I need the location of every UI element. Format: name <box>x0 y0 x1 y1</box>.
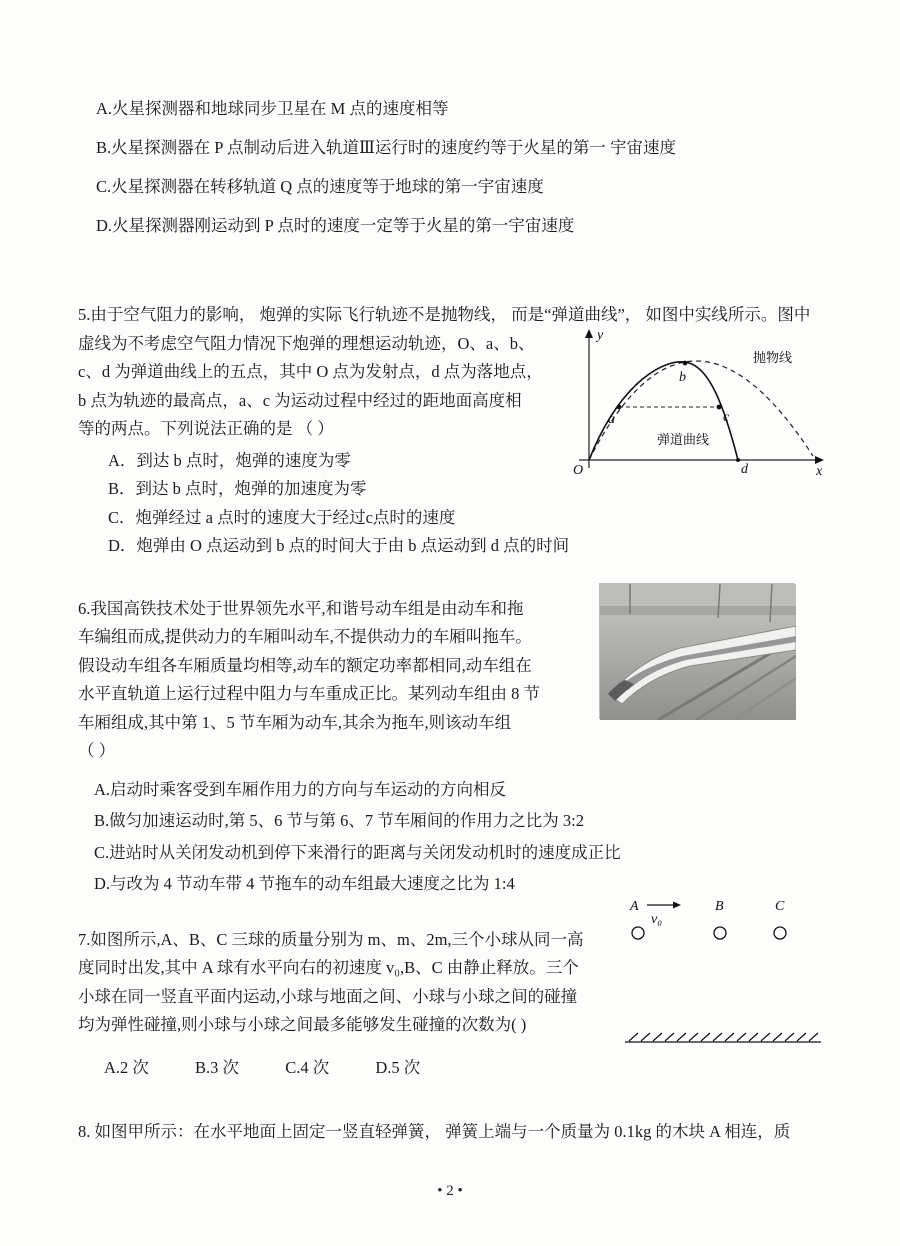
x-axis-arrow <box>815 456 824 464</box>
origin-label: O <box>573 462 584 477</box>
y-axis-arrow <box>585 329 593 338</box>
point-d-label: d <box>741 461 748 477</box>
q4-option-a: A.火星探测器和地球同步卫星在 M 点的速度相等 <box>96 99 449 118</box>
ball-a <box>632 927 644 939</box>
q4-option-b: B.火星探测器在 P 点制动后进入轨道Ⅲ运行时的速度约等于火星的第一 宇宙速度 <box>96 138 676 157</box>
q6-paren: （ ） <box>78 741 116 760</box>
q6-option-a: A.启动时乘客受到车厢作用力的方向与车运动的方向相反 <box>94 779 507 799</box>
q4-option-d: D.火星探测器刚运动到 P 点时的速度一定等于火星的第一宇宙速度 <box>96 216 575 235</box>
y-axis-label: y <box>597 327 604 343</box>
q5-option-c: C．炮弹经过 a 点时的速度大于经过c点时的速度 <box>108 507 456 527</box>
q6-stem-line-4: 水平直轨道上运行过程中阻力与车重成正比。某列动车组由 8 节 <box>78 684 540 703</box>
q6-option-c: C.进站时从关闭发动机到停下来滑行的距离与关闭发动机时的速度成正比 <box>94 842 621 862</box>
point-a-label: a <box>608 411 615 427</box>
q5-stem-line-1: 5.由于空气阻力的影响， 炮弹的实际飞行轨迹不是抛物线， 而是“弹道曲线”， 如图中实线所示。图中 <box>78 305 811 324</box>
q7-stem-line-2: 度同时出发,其中 A 球有水平向右的初速度 v₀,B、C 由静止释放。三个 <box>78 958 579 977</box>
page-number: • 2 • <box>437 1183 463 1199</box>
q6-stem-line-5: 车厢组成,其中第 1、5 节车厢为动车,其余为拖车,则该动车组 <box>78 712 512 732</box>
point-b-label: b <box>679 369 686 385</box>
q7-options <box>104 1056 835 1080</box>
q7-stem-line-1: 7.如图所示,A、B、C 三球的质量分别为 m、m、2m,三个小球从同一高 <box>78 929 584 949</box>
point-a-dot <box>617 404 622 409</box>
q6-stem-line-1: 6.我国高铁技术处于世界领先水平,和谐号动车组是由动车和拖 <box>78 598 524 618</box>
question4-options <box>78 98 835 237</box>
question-6 <box>78 595 835 900</box>
q6-option-b: B.做匀加速运动时,第 5、6 节与第 6、7 节车厢间的作用力之比为 3:2 <box>94 811 584 830</box>
q6-stem <box>78 595 643 766</box>
q5-stem <box>78 327 638 444</box>
q6-options <box>94 774 835 900</box>
q5-stem-line-2: 虚线为不考虑空气阻力情况下炮弹的理想运动轨迹，O、a、b、 <box>78 333 535 353</box>
q7-option-c: C.4 次 <box>285 1057 330 1077</box>
q6-body <box>78 595 835 766</box>
q7-stem <box>78 926 643 1040</box>
trajectory-svg <box>571 322 829 477</box>
q5-option-a: A．到达 b 点时，炮弹的速度为零 <box>108 450 351 470</box>
three-balls-figure <box>625 896 825 1051</box>
point-c-dot <box>717 404 722 409</box>
ground-hatch <box>625 1033 821 1042</box>
v0-label: v₀ <box>651 911 663 927</box>
point-c-label: c <box>723 409 730 425</box>
q4-option-c: C.火星探测器在转移轨道 Q 点的速度等于地球的第一宇宙速度 <box>96 177 544 196</box>
trajectory-figure <box>571 322 829 477</box>
parabola-label: 抛物线 <box>753 349 793 365</box>
q7-option-b: B.3 次 <box>195 1057 240 1077</box>
q6-option-d: D.与改为 4 节动车带 4 节拖车的动车组最大速度之比为 1:4 <box>94 874 515 893</box>
question-8 <box>78 1118 835 1147</box>
q7-option-a: A.2 次 <box>104 1057 149 1077</box>
q7-stem-line-4: 均为弹性碰撞,则小球与小球之间最多能够发生碰撞的次数为( ) <box>78 1015 527 1034</box>
q5-stem-line-4: b 点为轨迹的最高点，a、c 为运动过程中经过的距地面高度相 <box>78 390 522 410</box>
q5-option-d: D．炮弹由 O 点运动到 b 点的时间大于由 b 点运动到 d 点的时间 <box>108 536 570 555</box>
q5-option-b: B．到达 b 点时，炮弹的加速度为零 <box>108 479 367 498</box>
train-photo <box>599 583 795 719</box>
v0-arrow-head <box>673 901 681 908</box>
q6-stem-line-3: 假设动车组各车厢质量均相等,动车的额定功率都相同,动车组在 <box>78 655 532 675</box>
question-7 <box>78 898 835 1080</box>
q6-stem-line-2: 车编组而成,提供动力的车厢叫动车,不提供动力的车厢叫拖车。 <box>78 627 532 646</box>
q7-stem-line-3: 小球在同一竖直平面内运动,小球与地面之间、小球与小球之间的碰撞 <box>78 986 578 1006</box>
q5-stem-line-5: 等的两点。下列说法正确的是 （ ） <box>78 419 334 438</box>
three-balls-svg <box>625 896 825 1051</box>
ballistic-label: 弹道曲线 <box>657 431 710 447</box>
ball-b-label: B <box>715 898 724 914</box>
q8-stem-line-1: 8. 如图甲所示：在水平地面上固定一竖直轻弹簧， 弹簧上端与一个质量为 0.1kg 的木块 A 相连，质 <box>78 1121 791 1141</box>
ball-a-label: A <box>630 898 639 914</box>
x-axis-label: x <box>816 463 823 477</box>
ball-b <box>714 927 726 939</box>
q7-option-d: D.5 次 <box>375 1057 421 1077</box>
point-b-dot <box>683 360 688 365</box>
train-photo-art <box>600 584 796 720</box>
point-d-dot <box>736 458 740 462</box>
ball-c-label: C <box>775 898 785 914</box>
q7-body <box>78 898 835 1040</box>
q5-stem-line-3: c、d 为弹道曲线上的五点，其中 O 点为发射点，d 点为落地点， <box>78 362 543 381</box>
question-5 <box>78 301 835 561</box>
ball-c <box>774 927 786 939</box>
